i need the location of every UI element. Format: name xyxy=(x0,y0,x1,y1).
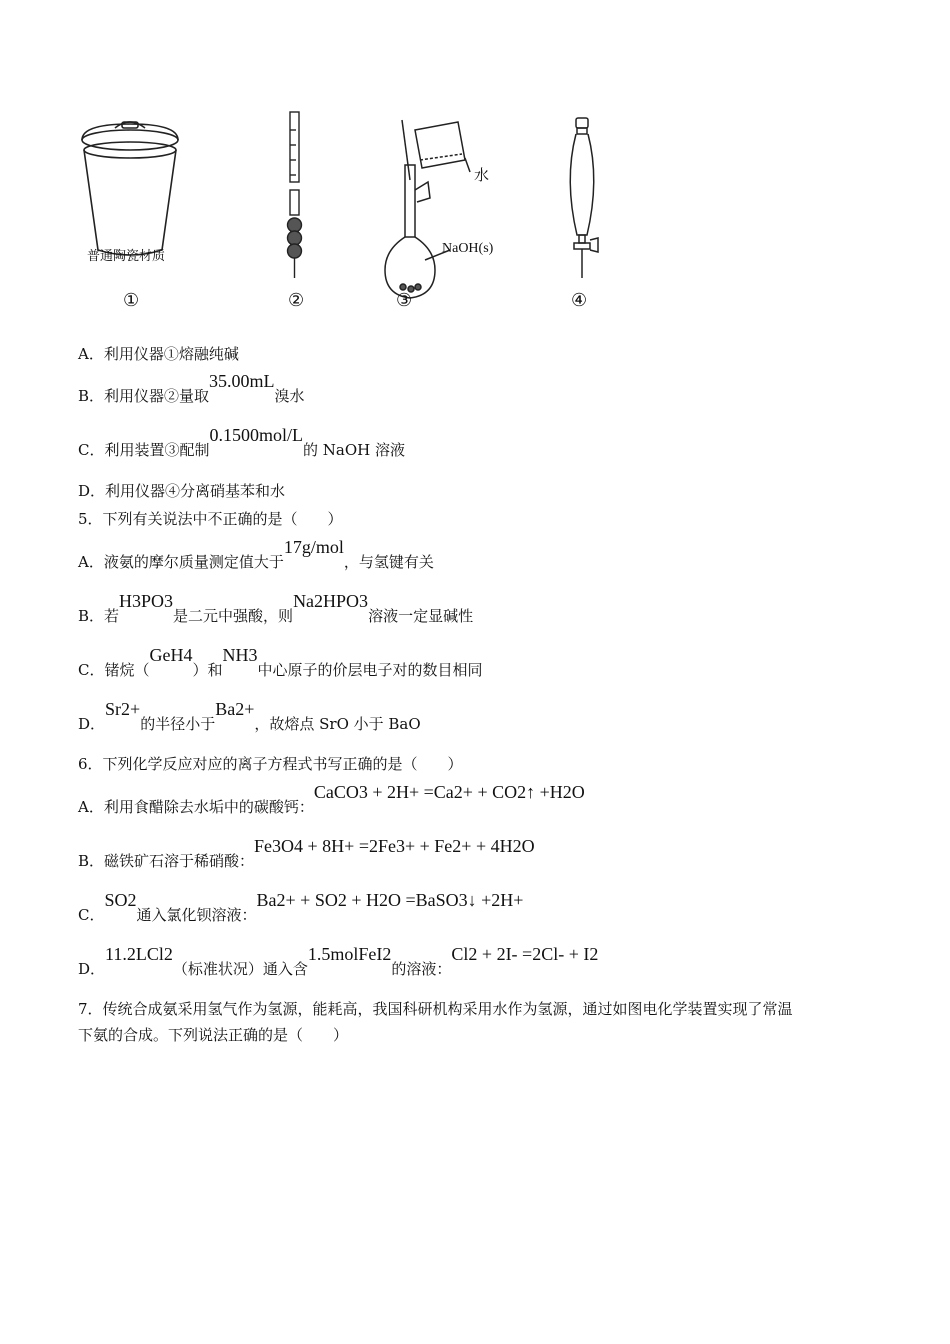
separatory-funnel-drawing xyxy=(570,118,598,278)
q5-stem: 5．下列有关说法中不正确的是（ ） xyxy=(78,510,343,528)
q4-option-d: D．利用仪器④分离硝基苯和水 xyxy=(78,482,286,500)
q5-option-a: A．液氨的摩尔质量测定值大于17g/mol，与氢键有关 xyxy=(78,537,434,571)
naoh-label: NaOH(s) xyxy=(442,241,494,256)
burette-drawing xyxy=(288,112,302,278)
caption-3: ③ xyxy=(396,290,413,311)
q6-stem: 6．下列化学反应对应的离子方程式书写正确的是（ ） xyxy=(78,755,463,773)
q5-option-b: B．若H3PO3是二元中强酸，则Na2HPO3溶液一定显碱性 xyxy=(78,591,474,625)
q6-option-c: C．SO2通入氯化钡溶液：Ba2+ + SO2 + H2O =BaSO3↓ +2H+ xyxy=(78,890,524,924)
q6-option-d: D．11.2LCl2（标准状况）通入含1.5molFeI2的溶液：Cl2 + 2I- =2Cl- + I2 xyxy=(78,944,599,978)
q5-option-d: D．Sr2+的半径小于Ba2+，故熔点 SrO 小于 BaO xyxy=(78,699,421,733)
q4-option-a: A．利用仪器①熔融纯碱 xyxy=(78,345,239,363)
q4-option-b: B．利用仪器②量取35.00mL溴水 xyxy=(78,371,305,405)
caption-4: ④ xyxy=(571,290,588,311)
crucible-drawing xyxy=(82,122,178,255)
q7-stem: 7．传统合成氨采用氢气作为氢源，能耗高，我国科研机构采用水作为氢源，通过如图电化学装置实现了常温 下氨的合成。下列说法正确的是（ ） xyxy=(78,1000,793,1044)
water-label: 水 xyxy=(474,166,490,184)
q6-option-b: B．磁铁矿石溶于稀硝酸：Fe3O4 + 8H+ =2Fe3+ + Fe2+ + 4H2O xyxy=(78,836,535,870)
q5-option-c: C．锗烷（GeH4）和NH3中心原子的价层电子对的数目相同 xyxy=(78,645,483,679)
caption-1: ① xyxy=(123,290,140,311)
crucible-label: 普通陶瓷材质 xyxy=(87,249,166,264)
q6-option-a: A．利用食醋除去水垢中的碳酸钙：CaCO3 + 2H+ =Ca2+ + CO2↑ +H2O xyxy=(78,782,585,816)
apparatus-figure xyxy=(70,110,670,320)
flask-drawing xyxy=(385,120,470,298)
caption-2: ② xyxy=(288,290,305,311)
q4-option-c: C．利用装置③配制0.1500mol/L的 NaOH 溶液 xyxy=(78,425,405,459)
